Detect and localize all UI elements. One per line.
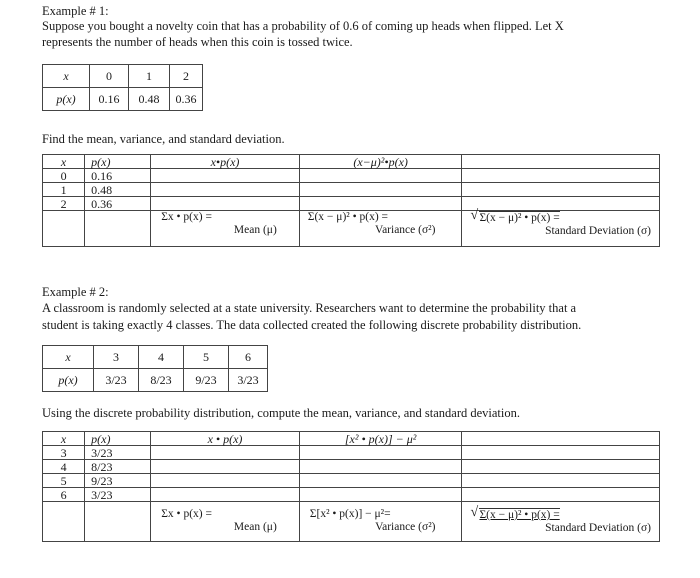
work-header-blank [462,155,660,169]
dist-x-value: 0 [90,65,129,88]
work-blank-cell [299,488,462,502]
work-blank-cell [151,183,300,197]
work-blank-cell [462,446,660,460]
dist-p-value: 3/23 [229,369,268,392]
example1-prompt: Find the mean, variance, and standard deviation. [42,132,285,146]
sd-formula-wrap [462,208,659,225]
dist-x-value: 3 [94,346,139,369]
work-px-cell: 0.16 [85,169,151,183]
work-blank-cell [151,460,300,474]
work-blank-cell [85,211,151,247]
work-blank-cell [299,169,462,183]
sqrt-symbol: √ Σ(x − μ)² • p(x) = [470,505,560,521]
variance-cell [299,502,462,542]
work-blank-cell [462,460,660,474]
work-x-cell: 0 [43,169,85,183]
work-blank-cell [462,197,660,211]
work-blank-cell [151,446,300,460]
dist-x-value: 5 [184,346,229,369]
work-px-cell: 0.48 [85,183,151,197]
work-blank-cell [151,488,300,502]
mean-cell [151,502,300,542]
example1-distribution-table [42,64,203,111]
work-blank-cell [85,502,151,542]
work-header-px: p(x) [85,432,151,446]
dist-p-value: 8/23 [139,369,184,392]
work-x-cell: 2 [43,197,85,211]
example1-text-line2: represents the number of heads when this coin is tossed twice. [42,35,353,49]
example2-prompt: Using the discrete probability distribution, compute the mean, variance, and standard deviation. [42,406,520,420]
work-header-x: x [43,432,85,446]
dist-x-value: 6 [229,346,268,369]
dist-x-label: x [43,346,94,369]
work-blank-cell [462,488,660,502]
dist-p-value: 0.16 [90,88,129,111]
work-blank-cell [151,197,300,211]
work-x-cell: 5 [43,474,85,488]
dist-p-value: 9/23 [184,369,229,392]
work-header-blank [462,432,660,446]
variance-label: Variance (σ²) [375,224,436,236]
example2-text-line2: student is taking exactly 4 classes. The data collected created the following discrete probability distribution. [42,318,582,332]
work-blank-cell [299,474,462,488]
variance-cell [299,211,462,247]
dist-p-value: 0.36 [170,88,203,111]
work-blank-cell [299,460,462,474]
work-header-px: p(x) [85,155,151,169]
variance-formula: Σ[x² • p(x)] − μ²= [309,508,391,520]
work-blank-cell [462,474,660,488]
example2-text-line1: A classroom is randomly selected at a state university. Researchers want to determine the probability that a [42,301,577,315]
work-x-cell: 6 [43,488,85,502]
dist-x-value: 4 [139,346,184,369]
work-header-xpx: x•p(x) [151,155,300,169]
mean-formula: Σx • p(x) = [161,211,212,223]
work-header-variance: (x−μ)²•p(x) [299,155,462,169]
work-blank-cell [43,502,85,542]
example2-work-table [42,431,660,542]
work-px-cell: 3/23 [85,488,151,502]
example1-work-table [42,154,660,247]
dist-p-value: 0.48 [129,88,170,111]
dist-x-label: x [43,65,90,88]
work-blank-cell [299,446,462,460]
work-blank-cell [151,474,300,488]
variance-formula: Σ(x − μ)² • p(x) = [307,211,389,223]
work-blank-cell [299,183,462,197]
sqrt-symbol: √ Σ(x − μ)² • p(x) = [470,208,560,224]
sd-cell [462,208,660,247]
work-px-cell: 9/23 [85,474,151,488]
sd-cell [462,502,660,542]
sd-label: Standard Deviation (σ) [545,225,651,237]
mean-formula: Σx • p(x) = [161,508,212,520]
dist-x-value: 1 [129,65,170,88]
work-px-cell: 8/23 [85,460,151,474]
mean-label: Mean (μ) [233,224,277,236]
work-header-x: x [43,155,85,169]
work-x-cell: 4 [43,460,85,474]
sd-label: Standard Deviation (σ) [545,522,651,534]
sd-formula: Σ(x − μ)² • p(x) = [479,509,560,521]
work-x-cell: 3 [43,446,85,460]
work-header-variance: [x² • p(x)] − μ² [299,432,462,446]
mean-label: Mean (μ) [233,521,277,533]
dist-p-label: p(x) [43,88,90,111]
work-x-cell: 1 [43,183,85,197]
work-blank-cell [462,183,660,197]
example2-heading: Example # 2: [42,285,109,299]
dist-p-value: 3/23 [94,369,139,392]
dist-p-label: p(x) [43,369,94,392]
work-px-cell: 3/23 [85,446,151,460]
work-header-xpx: x • p(x) [151,432,300,446]
sd-formula: Σ(x − μ)² • p(x) = [479,212,560,224]
work-blank-cell [43,211,85,247]
variance-label: Variance (σ²) [375,521,436,533]
example1-text-line1: Suppose you bought a novelty coin that has a probability of 0.6 of coming up heads when flipped. Let X [42,19,564,33]
sd-formula-wrap [462,502,659,522]
work-blank-cell [462,169,660,183]
work-px-cell: 0.36 [85,197,151,211]
work-blank-cell [151,169,300,183]
example2-distribution-table [42,345,268,392]
dist-x-value: 2 [170,65,203,88]
mean-cell [151,211,300,247]
example1-heading: Example # 1: [42,4,109,18]
work-blank-cell [299,197,462,211]
